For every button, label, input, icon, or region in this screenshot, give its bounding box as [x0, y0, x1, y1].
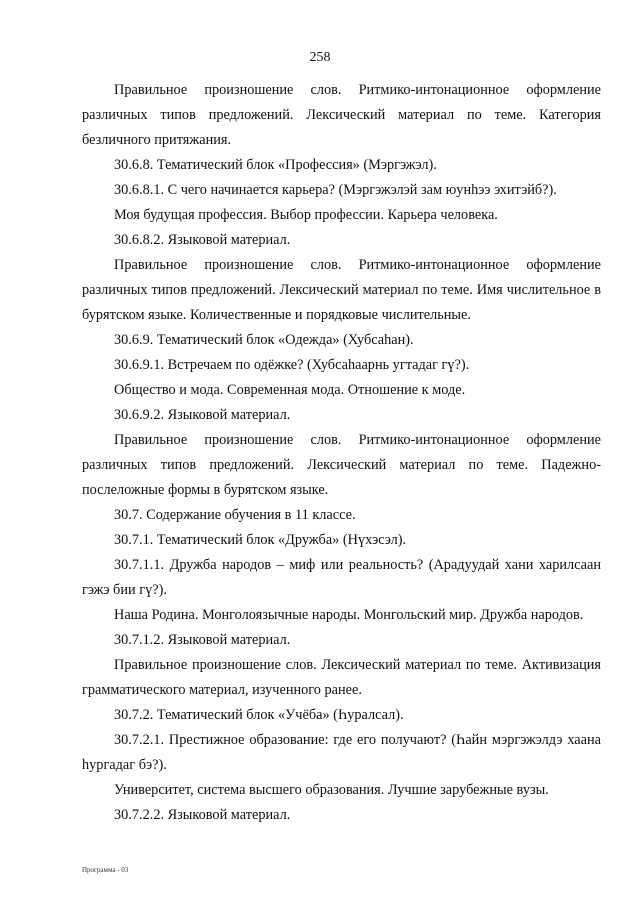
- paragraph: 30.7.2. Тематический блок «Учёба» (Һуралсал).: [114, 707, 404, 723]
- paragraph: 30.6.8.2. Языковой материал.: [114, 232, 291, 248]
- paragraph: 30.6.8.1. С чего начинается карьера? (Мэргэжэлэй зам юунhээ эхитэйб?).: [114, 182, 557, 198]
- paragraph: Общество и мода. Современная мода. Отношение к моде.: [114, 382, 466, 398]
- paragraph: 30.7.2.1. Престижное образование: где его получают? (Һайн мэргэжэлдэ хаана һургадаг бэ?).: [82, 732, 601, 773]
- footer-note: Программа - 03: [82, 866, 129, 874]
- page-number: 258: [309, 50, 331, 65]
- paragraph: 30.6.9.1. Встречаем по одёжке? (Хубсаhаарнь угтадаг гү?).: [114, 357, 470, 373]
- paragraph: 30.7.2.2. Языковой материал.: [114, 807, 291, 823]
- paragraph: Наша Родина. Монголоязычные народы. Монгольский мир. Дружба народов.: [114, 607, 584, 623]
- paragraph: Правильное произношение слов. Ритмико-интонационное оформление различных типов предложений. Лексический материал по теме. Категория безличного притяжания.: [82, 82, 601, 148]
- paragraph: 30.6.8. Тематический блок «Профессия» (Мэргэжэл).: [114, 157, 437, 173]
- paragraph: 30.6.9. Тематический блок «Одежда» (Хубсаhан).: [114, 332, 414, 348]
- paragraph: 30.7. Содержание обучения в 11 классе.: [114, 507, 356, 523]
- paragraph: Правильное произношение слов. Ритмико-интонационное оформление различных типов предложений. Лексический материал по теме. Имя числительное в бурятском языке. Количественные и порядковые числительные.: [82, 257, 601, 323]
- paragraph: Моя будущая профессия. Выбор профессии. Карьера человека.: [114, 207, 498, 223]
- paragraph: Правильное произношение слов. Ритмико-интонационное оформление различных типов предложений. Лексический материал по теме. Падежно-послеложные формы в бурятском языке.: [82, 432, 601, 498]
- document-body: [82, 78, 601, 828]
- paragraph: 30.7.1. Тематический блок «Дружба» (Нүхэсэл).: [114, 532, 407, 548]
- paragraph: 30.6.9.2. Языковой материал.: [114, 407, 291, 423]
- paragraph: 30.7.1.1. Дружба народов – миф или реальность? (Арадуудай хани харилсаан гэжэ бии гү?).: [82, 557, 601, 598]
- paragraph: Университет, система высшего образования. Лучшие зарубежные вузы.: [114, 782, 549, 798]
- paragraph: Правильное произношение слов. Лексический материал по теме. Активизация грамматического материал, изученного ранее.: [82, 657, 601, 698]
- paragraph: 30.7.1.2. Языковой материал.: [114, 632, 291, 648]
